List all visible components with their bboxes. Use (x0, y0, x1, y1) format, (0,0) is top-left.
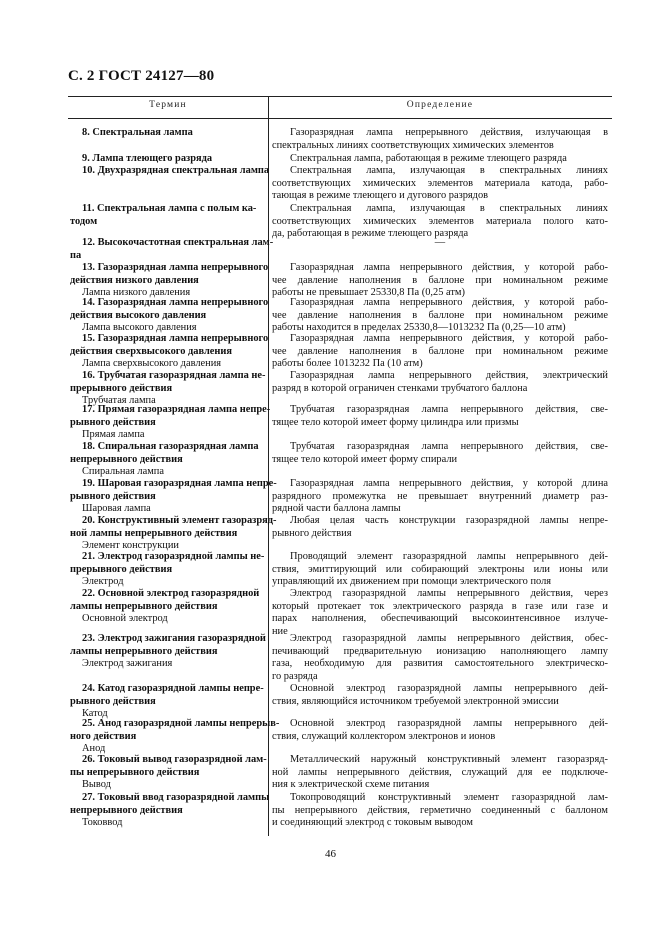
term-cell (70, 633, 264, 671)
definition-line: парах наполнения, обеспечивающий высокоинтенсивное излуче- (272, 613, 608, 625)
term-short-form: Спиральная лампа (82, 466, 164, 478)
definition-cell (272, 203, 608, 241)
term-text: 26. Токовый вывод газоразрядной лам- (82, 754, 267, 765)
definition-line: чее давление наполнения в баллоне при номинальном режиме (272, 274, 608, 286)
term-cell (70, 551, 264, 589)
term-cell (70, 262, 269, 300)
term-cell (70, 441, 264, 479)
definition-line: соответствующих химических элементов материала катода, рабо- (272, 177, 608, 189)
definition-line: чее давление наполнения в баллоне при номинальном режиме (272, 345, 608, 357)
definition-cell (272, 633, 608, 683)
definition-line: работы не превышает 25330,8 Па (0,25 атм) (272, 287, 465, 299)
term-short-form: Лампа высокого давления (82, 322, 197, 334)
term-text: лампы непрерывного действия (70, 645, 218, 657)
definition-line: Спектральная лампа, излучающая в спектральных линиях (290, 165, 608, 176)
definition-line: ние (272, 625, 288, 637)
definition-cell (272, 792, 608, 830)
term-text: прерывного действия (70, 563, 173, 575)
term-text: 14. Газоразрядная лампа непрерывного (82, 297, 269, 308)
definition-cell (272, 237, 608, 250)
term-short-form: Анод (82, 743, 106, 755)
term-text: 18. Спиральная газоразрядная лампа (82, 441, 259, 452)
definition-cell (272, 297, 608, 335)
term-text: ного действия (70, 730, 137, 742)
definition-cell (272, 551, 608, 589)
definition-cell (272, 153, 608, 166)
term-cell (70, 792, 270, 830)
term-text: 9. Лампа тлеющего разряда (82, 153, 213, 164)
definition-cell (272, 754, 608, 792)
term-cell (70, 404, 271, 442)
term-text: 25. Анод газоразрядной лампы непрерыв- (82, 718, 280, 729)
definition-cell (272, 165, 608, 203)
term-text: 22. Основной электрод газоразрядной (82, 588, 260, 599)
term-text: 10. Двухразрядная спектральная лампа (82, 165, 270, 176)
term-text: действия сверхвысокого давления (70, 345, 232, 357)
term-short-form: Лампа сверхвысокого давления (82, 358, 222, 370)
definition-line: который протекает ток электрического разряда в газе или газе и (272, 600, 608, 612)
page-header: С. 2 ГОСТ 24127—80 (68, 68, 215, 84)
term-cell (70, 153, 264, 166)
term-short-form: Прямая лампа (82, 429, 145, 441)
term-short-form: Лампа низкого давления (82, 287, 191, 299)
definition-line: Трубчатая газоразрядная лампа непрерывного действия, све- (290, 441, 608, 452)
term-text: прерывного действия (70, 382, 173, 394)
definition-line: разряд в которой ограничен стенками трубчатого баллона (272, 382, 528, 394)
term-text: пы непрерывного действия (70, 766, 200, 778)
term-short-form: Шаровая лампа (82, 503, 151, 515)
definition-cell (272, 718, 608, 743)
term-text: 11. Спектральная лампа с полым ка- (82, 203, 257, 214)
term-text: 15. Газоразрядная лампа непрерывного (82, 333, 269, 344)
term-cell (70, 515, 277, 553)
definition-line: го разряда (272, 670, 318, 682)
definition-cell (272, 683, 608, 708)
definition-line: рядной части баллона лампы (272, 503, 401, 515)
definition-cell (272, 588, 608, 638)
definition-line: соответствующих химических элементов материала полого като- (272, 215, 608, 227)
term-short-form: Токоввод (82, 817, 123, 829)
definition-line: ствия, являющийся источником требуемой электронной эмиссии (272, 695, 559, 707)
definition-line: Трубчатая газоразрядная лампа непрерывного действия, све- (290, 404, 608, 415)
term-cell (70, 203, 264, 228)
term-text: непрерывного действия (70, 804, 183, 816)
term-short-form: Основной электрод (82, 613, 168, 625)
definition-line: работы находится в пределах 25330,8—1013232 Па (0,25—10 атм) (272, 322, 566, 334)
term-cell (70, 588, 264, 626)
definition-cell (272, 441, 608, 466)
definition-line: управляющий их движением при помощи электрического поля (272, 576, 552, 588)
term-short-form: Трубчатая лампа (82, 395, 156, 407)
definition-cell (272, 370, 608, 395)
term-text: 23. Электрод зажигания газоразрядной (82, 633, 266, 644)
term-cell (70, 718, 280, 756)
term-text: 21. Электрод газоразрядной лампы не- (82, 551, 265, 562)
definition-line: печивающий предварительную ионизацию наполняющего лампу (272, 645, 608, 657)
definition-column-header: Определение (406, 100, 474, 110)
term-cell (70, 165, 270, 178)
term-text: непрерывного действия (70, 453, 183, 465)
definition-line: Газоразрядная лампа непрерывного действия, электрический (290, 370, 608, 381)
term-text: 12. Высокочастотная спектральная лам- (82, 237, 274, 248)
definition-line: Проводящий элемент газоразрядной лампы непрерывного дей- (290, 551, 608, 562)
definition-line: — (434, 237, 446, 248)
term-cell (70, 333, 269, 371)
term-cell (70, 478, 277, 516)
table-top-rule (68, 96, 612, 97)
term-cell (70, 297, 269, 335)
definition-line: газа, необходимую для развития самостоятельного электрическо- (272, 658, 608, 670)
definition-line: Газоразрядная лампа непрерывного действия, у которой рабо- (290, 297, 608, 308)
term-short-form: Вывод (82, 779, 111, 791)
term-short-form: Электрод (82, 576, 124, 588)
term-text: лампы непрерывного действия (70, 600, 218, 612)
term-short-form: Элемент конструкции (82, 540, 179, 552)
definition-line: Спектральная лампа, излучающая в спектральных линиях (290, 203, 608, 214)
term-short-form: Катод (82, 708, 108, 720)
definition-line: Электрод газоразрядной лампы непрерывного действия, через (290, 588, 608, 599)
term-text: ной лампы непрерывного действия (70, 527, 238, 539)
definition-line: работы более 1013232 Па (10 атм) (272, 358, 423, 370)
definition-line: Газоразрядная лампа непрерывного действия, излучающая в (290, 127, 608, 138)
term-text: 8. Спектральная лампа (82, 127, 193, 138)
term-text: рывного действия (70, 416, 156, 428)
definition-line: спектральных линиях соответствующих химических элементов (272, 139, 554, 151)
definition-line: Газоразрядная лампа непрерывного действия, у которой рабо- (290, 262, 608, 273)
term-column-header: Термин (149, 100, 187, 110)
definition-line: да, работающая в режиме тлеющего разряда (272, 228, 469, 240)
definition-line: рывного действия (272, 527, 352, 539)
term-text: 27. Токовый ввод газоразрядной лампы (82, 792, 270, 803)
definition-cell (272, 478, 608, 516)
term-text: действия низкого давления (70, 274, 199, 286)
definition-cell (272, 127, 608, 152)
definition-line: Металлический наружный конструктивный элемент газоразряд- (290, 754, 608, 765)
term-text: 17. Прямая газоразрядная лампа непре- (82, 404, 271, 415)
definition-line: чее давление наполнения в баллоне при номинальном режиме (272, 309, 608, 321)
term-text: 19. Шаровая газоразрядная лампа непре- (82, 478, 277, 489)
definition-line: Спектральная лампа, работающая в режиме тлеющего разряда (290, 153, 567, 164)
definition-line: Электрод газоразрядной лампы непрерывного действия, обес- (290, 633, 608, 644)
definition-line: ной лампы непрерывного действия, служащий для ее подключе- (272, 766, 608, 778)
term-short-form: Электрод зажигания (82, 658, 173, 670)
term-cell (70, 127, 264, 140)
definition-line: Любая целая часть конструкции газоразрядной лампы непре- (290, 515, 608, 526)
term-text: действия высокого давления (70, 309, 207, 321)
term-text: рывного действия (70, 490, 156, 502)
definition-line: тящее тело которой имеет форму цилиндра или призмы (272, 416, 519, 428)
definition-line: ствия, служащий коллектором электронов и ионов (272, 730, 496, 742)
definition-line: пы непрерывного действия, герметично соединенный с баллоном (272, 804, 608, 816)
definition-line: Основной электрод газоразрядной лампы непрерывного дей- (290, 718, 608, 729)
definition-line: разрядного промежутка не превышает внутренний диаметр раз- (272, 490, 608, 502)
definition-line: ствия, эмиттирующий или собирающий электроны или ионы или (272, 563, 608, 575)
definition-line: тящее тело которой имеет форму спирали (272, 453, 458, 465)
term-cell (70, 683, 264, 721)
term-cell (70, 370, 264, 408)
term-text: 13. Газоразрядная лампа непрерывного (82, 262, 269, 273)
table-header-rule (68, 118, 612, 119)
definition-line: Основной электрод газоразрядной лампы непрерывного дей- (290, 683, 608, 694)
definition-cell (272, 404, 608, 429)
definition-line: Газоразрядная лампа непрерывного действия, у которой длина (290, 478, 608, 489)
page-number: 46 (325, 848, 336, 860)
definition-line: Газоразрядная лампа непрерывного действия, у которой рабо- (290, 333, 608, 344)
term-text: па (70, 249, 82, 261)
term-text: рывного действия (70, 695, 156, 707)
definition-cell (272, 333, 608, 371)
definition-line: тающая в режиме тлеющего и дугового разрядов (272, 190, 489, 202)
definition-line: Токопроводящий конструктивный элемент газоразрядной лам- (290, 792, 608, 803)
term-text: тодом (70, 215, 98, 227)
term-text: 20. Конструктивный элемент газоразряд- (82, 515, 277, 526)
definition-line: ния к электрической схеме питания (272, 779, 430, 791)
term-text: 16. Трубчатая газоразрядная лампа не- (82, 370, 266, 381)
term-cell (70, 237, 274, 262)
definition-cell (272, 515, 608, 540)
term-text: 24. Катод газоразрядной лампы непре- (82, 683, 264, 694)
definition-line: и соединяющий электрод с токовым выводом (272, 817, 473, 829)
definition-cell (272, 262, 608, 300)
term-cell (70, 754, 267, 792)
